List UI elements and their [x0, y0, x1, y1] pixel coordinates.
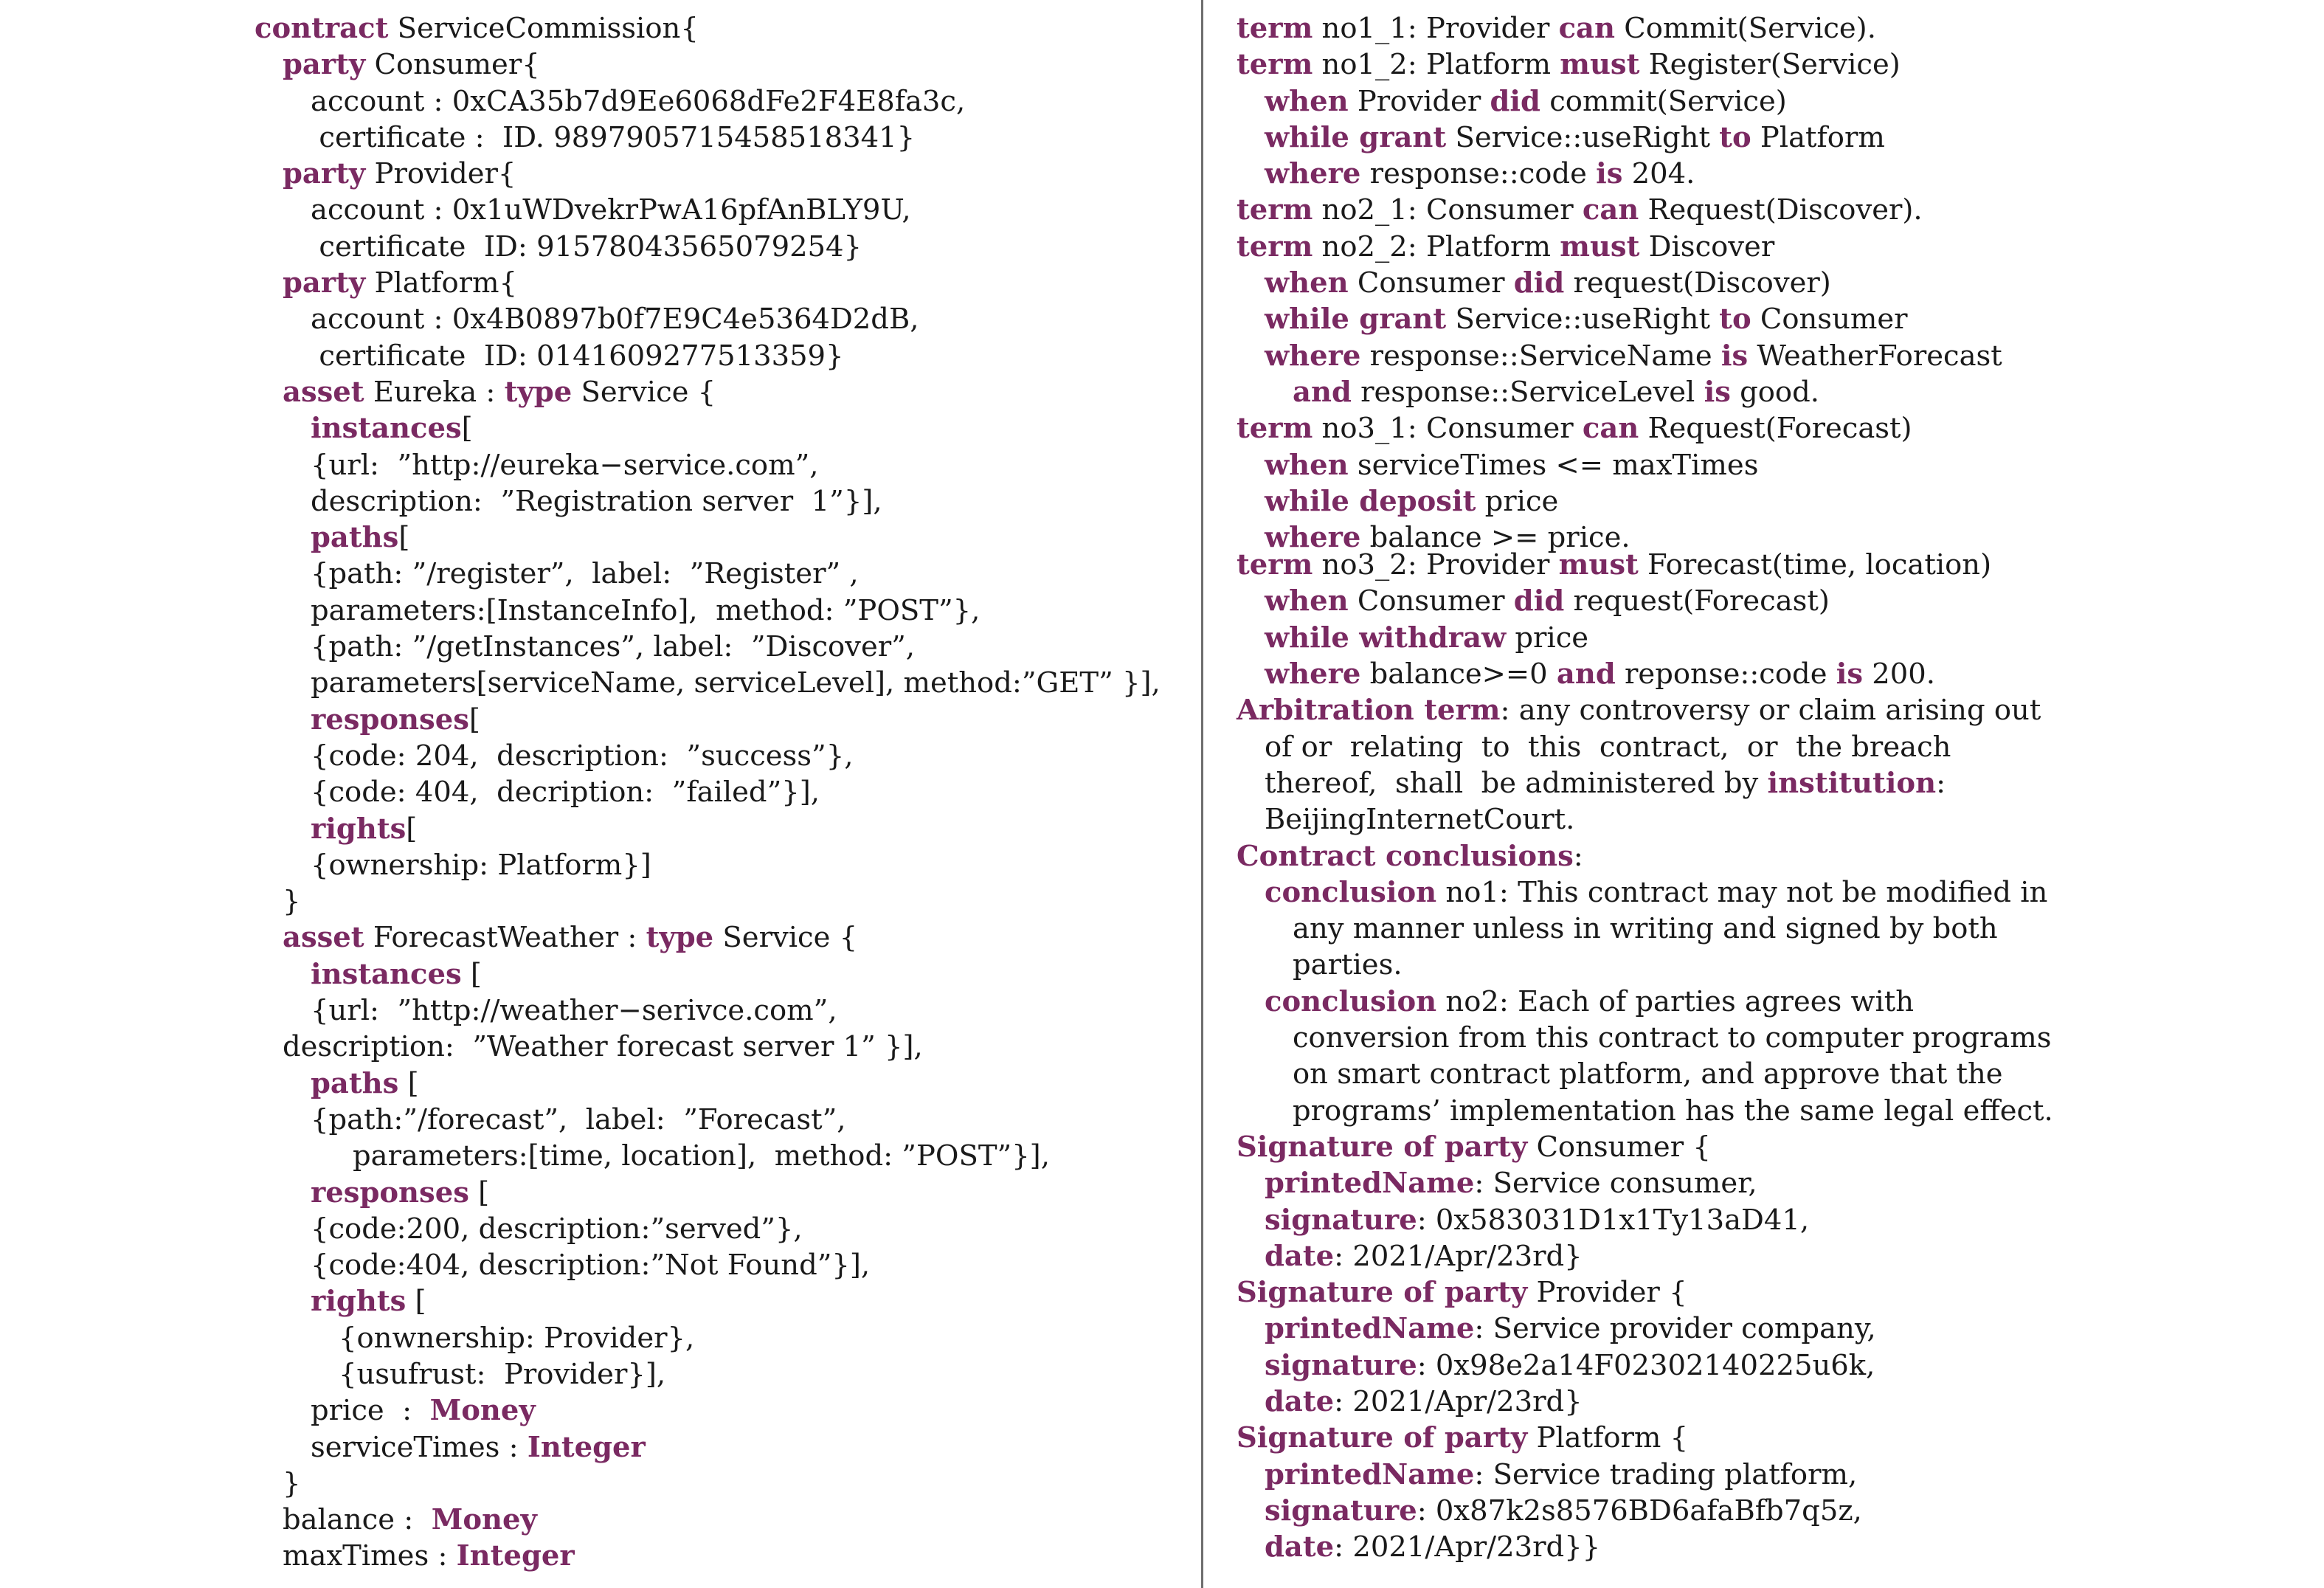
code-text: Consumer{ [365, 48, 540, 82]
code-text: response::ServiceName [1360, 339, 1721, 373]
code-line [1237, 519, 2053, 555]
keyword: while grant [1265, 303, 1447, 336]
code-line [255, 1466, 1161, 1502]
code-text: certificate : ID. 9897905715458518341} [319, 120, 916, 154]
code-text: response::code [1360, 157, 1597, 191]
code-line [1237, 656, 2053, 692]
keyword: can [1582, 193, 1639, 227]
code-text: reponse::code [1615, 657, 1836, 691]
keyword: when [1265, 584, 1349, 618]
code-line [1237, 192, 2053, 228]
code-line [1237, 83, 2053, 120]
keyword: did [1513, 584, 1565, 618]
code-text: response::ServiceLevel [1351, 375, 1704, 409]
code-line [255, 519, 1161, 556]
keyword: is [1720, 339, 1749, 373]
keyword: term [1237, 193, 1313, 227]
code-line [1237, 1056, 2053, 1092]
code-line [1237, 729, 2053, 765]
keyword: date [1265, 1239, 1335, 1273]
code-line [255, 1102, 1161, 1138]
code-line [1237, 1347, 2053, 1384]
code-text: parameters:[InstanceInfo], method: ”POST”}, [311, 593, 981, 627]
code-text: parameters:[time, location], method: ”POST”}], [353, 1139, 1050, 1173]
code-line [255, 1138, 1161, 1174]
code-text: : 2021/Apr/23rd}} [1334, 1530, 1601, 1564]
code-line [255, 1247, 1161, 1283]
code-text: no2: Each of parties agrees with [1436, 984, 1915, 1018]
keyword: signature [1265, 1348, 1417, 1382]
code-line [1237, 265, 2053, 301]
keyword: type [646, 921, 714, 955]
code-text: balance >= price. [1360, 521, 1630, 555]
code-line [255, 1029, 1161, 1065]
code-text: Consumer [1348, 584, 1514, 618]
code-text: Consumer { [1527, 1130, 1711, 1164]
code-text: Provider{ [365, 157, 516, 191]
code-text: : 2021/Apr/23rd} [1334, 1384, 1583, 1418]
code-line [1237, 838, 2053, 874]
code-text: conversion from this contract to computer programs [1293, 1021, 2052, 1055]
keyword: conclusion [1265, 875, 1437, 909]
code-line [1237, 765, 2053, 801]
keyword: term [1237, 412, 1313, 446]
keyword: must [1560, 48, 1640, 82]
keyword: must [1560, 229, 1640, 263]
code-text: Service::useRight [1446, 303, 1720, 336]
code-text: Register(Service) [1639, 48, 1901, 82]
code-text: Eureka : [364, 375, 505, 409]
code-text: ServiceCommission{ [388, 12, 699, 45]
keyword: and [1556, 657, 1616, 691]
code-text: {code: 404, decription: ”failed”}], [311, 776, 820, 809]
code-line [1237, 156, 2053, 192]
keyword: Money [429, 1394, 536, 1428]
code-line [1237, 911, 2053, 947]
code-text: {code: 204, description: ”success”}, [311, 739, 854, 773]
code-line [255, 702, 1161, 738]
code-text: no3_1: Consumer [1313, 412, 1583, 446]
code-text: : 2021/Apr/23rd} [1334, 1239, 1583, 1273]
code-text: on smart contract platform, and approve that the [1293, 1057, 2003, 1091]
code-text: : [1936, 766, 1946, 800]
code-text: description: ”Registration server 1”}], [311, 484, 882, 518]
code-text: programs’ implementation has the same legal effect. [1293, 1094, 2053, 1128]
code-text: [ [461, 957, 482, 991]
code-text: serviceTimes : [311, 1430, 528, 1464]
code-line [255, 883, 1161, 919]
keyword: date [1265, 1530, 1335, 1564]
code-text: : Service trading platform, [1474, 1457, 1858, 1491]
code-line [255, 1320, 1161, 1356]
code-text: {path:”/forecast”, label: ”Forecast”, [311, 1102, 846, 1136]
code-text: [ [468, 1176, 490, 1209]
code-line [255, 1502, 1161, 1538]
code-line [1237, 583, 2053, 619]
code-text: ForecastWeather : [364, 921, 646, 955]
keyword: printedName [1265, 1457, 1475, 1491]
keyword: when [1265, 448, 1349, 482]
keyword: can [1558, 12, 1615, 45]
keyword: type [504, 375, 573, 409]
keyword: party [283, 266, 366, 300]
keyword: rights [311, 812, 407, 846]
code-text: request(Discover) [1564, 266, 1831, 300]
code-text: Consumer [1348, 266, 1514, 300]
keyword: term [1237, 229, 1313, 263]
code-line [1237, 1384, 2053, 1420]
code-text: [ [406, 812, 418, 846]
keyword: Signature of party [1237, 1276, 1528, 1310]
code-line [255, 992, 1161, 1029]
code-text: balance : [283, 1503, 432, 1537]
code-line [255, 811, 1161, 847]
code-text: Platform { [1527, 1421, 1689, 1455]
code-text: Request(Discover). [1639, 193, 1923, 227]
keyword: Arbitration term [1237, 694, 1501, 728]
code-text: Forecast(time, location) [1638, 548, 1992, 582]
code-text: } [283, 1466, 301, 1500]
code-line [1237, 1202, 2053, 1238]
code-line [1237, 692, 2053, 728]
code-line [1237, 1311, 2053, 1347]
code-text: {usufrust: Provider}], [339, 1357, 666, 1391]
code-text: balance>=0 [1360, 657, 1557, 691]
keyword: printedName [1265, 1167, 1475, 1201]
code-text: {code:404, description:”Not Found”}], [311, 1249, 871, 1283]
keyword: Integer [456, 1539, 575, 1573]
code-line [255, 665, 1161, 701]
code-text: BeijingInternetCourt. [1265, 803, 1575, 837]
code-text: : any controversy or claim arising out [1500, 694, 2041, 728]
code-text: no2_2: Platform [1313, 229, 1560, 263]
code-line [255, 919, 1161, 956]
keyword: party [283, 157, 366, 191]
code-text: WeatherForecast [1748, 339, 2002, 373]
code-line [255, 629, 1161, 665]
code-line [255, 374, 1161, 410]
code-text: Platform [1751, 120, 1885, 154]
keyword: paths [311, 1066, 399, 1100]
keyword: responses [311, 1176, 469, 1209]
keyword: while deposit [1265, 484, 1476, 518]
keyword: signature [1265, 1203, 1417, 1237]
code-line [255, 1538, 1161, 1574]
code-line [1237, 374, 2053, 410]
keyword: paths [311, 521, 399, 555]
code-text: [ [461, 412, 473, 446]
keyword: signature [1265, 1494, 1417, 1527]
keyword: Contract conclusions [1237, 839, 1574, 873]
keyword: Integer [527, 1430, 646, 1464]
keyword: instances [311, 957, 462, 991]
keyword: where [1265, 339, 1361, 373]
keyword: date [1265, 1384, 1335, 1418]
code-text: no1: This contract may not be modified in [1436, 875, 2048, 909]
code-line [1237, 1274, 2053, 1311]
code-line [1237, 410, 2053, 446]
code-text: maxTimes : [283, 1539, 457, 1573]
code-text: Platform{ [365, 266, 518, 300]
code-line [255, 593, 1161, 629]
code-text: : 0x87k2s8576BD6afaBfb7q5z, [1417, 1494, 1862, 1527]
code-text: serviceTimes <= maxTimes [1348, 448, 1759, 482]
keyword: instances [311, 412, 462, 446]
code-line [1237, 338, 2053, 374]
code-text: {path: ”/register”, label: ”Register” , [311, 557, 859, 591]
code-line [255, 1175, 1161, 1211]
code-text: : [1573, 839, 1583, 873]
code-line [1237, 301, 2053, 337]
contract-definition-column [255, 10, 1161, 1575]
code-line [255, 120, 1161, 156]
code-line [1237, 1457, 2053, 1493]
code-text: } [283, 885, 301, 919]
code-line [1237, 947, 2053, 983]
keyword: is [1704, 375, 1731, 409]
code-line [1237, 46, 2053, 83]
code-line [255, 847, 1161, 883]
keyword: printedName [1265, 1312, 1475, 1346]
code-line [1237, 1529, 2053, 1565]
keyword: Signature of party [1237, 1421, 1528, 1455]
code-text: good. [1730, 375, 1819, 409]
code-line [1237, 120, 2053, 156]
code-line [1237, 10, 2053, 46]
code-line [255, 1283, 1161, 1319]
keyword: while withdraw [1265, 621, 1507, 655]
keyword: Money [431, 1503, 537, 1537]
code-text: no2_1: Consumer [1313, 193, 1583, 227]
code-line [255, 1356, 1161, 1392]
code-text: price : [311, 1394, 430, 1428]
code-line [1237, 447, 2053, 483]
code-text: : 0x583031D1x1Ty13aD41, [1417, 1203, 1810, 1237]
code-line [1237, 1020, 2053, 1056]
code-text: {onwnership: Provider}, [339, 1321, 695, 1355]
keyword: rights [311, 1285, 407, 1319]
code-line [1237, 1420, 2053, 1456]
code-text: {ownership: Platform}] [311, 848, 651, 882]
code-line [1237, 1165, 2053, 1201]
code-line [1237, 547, 2053, 583]
code-line [255, 410, 1161, 446]
code-text: 204. [1622, 157, 1695, 191]
code-text: account : 0x1uWDvekrPwA16pfAnBLY9U, [311, 193, 911, 227]
code-text: {path: ”/getInstances”, label: ”Discover”, [311, 630, 916, 664]
code-line [255, 1211, 1161, 1247]
code-text: : Service provider company, [1474, 1312, 1876, 1346]
keyword: did [1490, 84, 1540, 118]
code-line [255, 301, 1161, 337]
code-text: certificate ID: 0141609277513359} [319, 339, 844, 373]
code-line [255, 156, 1161, 192]
keyword: contract [255, 12, 389, 45]
code-line [255, 483, 1161, 519]
code-line [255, 1429, 1161, 1466]
keyword: must [1558, 548, 1639, 582]
code-text: : 0x98e2a14F02302140225u6k, [1417, 1348, 1875, 1382]
code-text: no3_2: Provider [1313, 548, 1559, 582]
code-text: 200. [1863, 657, 1936, 691]
keyword: institution [1767, 766, 1937, 800]
code-text: Request(Forecast) [1639, 412, 1912, 446]
keyword: term [1237, 48, 1313, 82]
code-text: of or relating to this contract, or the breach [1265, 730, 1951, 764]
code-text: no1_2: Platform [1313, 48, 1560, 82]
code-line [255, 10, 1161, 46]
keyword: conclusion [1265, 984, 1437, 1018]
code-text: : Service consumer, [1474, 1167, 1757, 1201]
code-text: description: ”Weather forecast server 1” }], [283, 1030, 923, 1064]
code-line [255, 338, 1161, 374]
code-text: Commit(Service). [1615, 12, 1876, 45]
code-text: [ [398, 521, 410, 555]
code-text: account : 0xCA35b7d9Ee6068dFe2F4E8fa3c, [311, 84, 966, 118]
code-line [255, 1066, 1161, 1102]
code-line [1237, 984, 2053, 1020]
code-text: price [1476, 484, 1559, 518]
code-text: Service { [713, 921, 858, 955]
keyword: when [1265, 84, 1349, 118]
code-line [1237, 620, 2053, 656]
code-text: Service::useRight [1446, 120, 1720, 154]
code-text: Provider { [1527, 1276, 1687, 1310]
code-text: [ [468, 702, 480, 736]
code-text: {code:200, description:”served”}, [311, 1212, 803, 1246]
code-text: {url: ”http://eureka−service.com”, [311, 448, 819, 482]
code-text: thereof, shall be administered by [1265, 766, 1768, 800]
code-line [1237, 1129, 2053, 1165]
code-text: no1_1: Provider [1313, 12, 1559, 45]
code-line [255, 46, 1161, 83]
code-line [1237, 801, 2053, 838]
column-divider [1201, 0, 1203, 1588]
keyword: can [1582, 412, 1639, 446]
code-line [255, 447, 1161, 483]
keyword: party [283, 48, 366, 82]
keyword: is [1836, 657, 1864, 691]
code-text: price [1506, 621, 1589, 655]
code-line [255, 83, 1161, 120]
keyword: while grant [1265, 120, 1447, 154]
contract-terms-column [1237, 10, 2053, 1565]
keyword: to [1719, 120, 1751, 154]
keyword: term [1237, 548, 1313, 582]
code-text: {url: ”http://weather−serivce.com”, [311, 994, 837, 1028]
code-line [1237, 1093, 2053, 1129]
code-line [255, 774, 1161, 810]
code-text: commit(Service) [1540, 84, 1787, 118]
keyword: when [1265, 266, 1349, 300]
code-text: Discover [1639, 229, 1775, 263]
code-line [255, 956, 1161, 992]
keyword: where [1265, 157, 1361, 191]
keyword: asset [283, 375, 364, 409]
keyword: where [1265, 657, 1361, 691]
code-line [255, 738, 1161, 774]
code-line [1237, 1493, 2053, 1529]
keyword: where [1265, 521, 1361, 555]
code-text: request(Forecast) [1564, 584, 1830, 618]
code-line [255, 229, 1161, 265]
code-text: Service { [572, 375, 716, 409]
code-text: parties. [1293, 948, 1403, 982]
keyword: did [1513, 266, 1565, 300]
keyword: and [1293, 375, 1352, 409]
code-text: Provider [1348, 84, 1490, 118]
code-text: parameters[serviceName, serviceLevel], method:”GET” }], [311, 666, 1161, 700]
code-text: certificate ID: 91578043565079254} [319, 229, 862, 263]
code-line [255, 192, 1161, 228]
code-text: [ [398, 1066, 419, 1100]
code-text: Consumer [1751, 303, 1908, 336]
keyword: term [1237, 12, 1313, 45]
code-line [1237, 483, 2053, 519]
code-line [1237, 1238, 2053, 1274]
code-line [1237, 229, 2053, 265]
code-line [1237, 874, 2053, 911]
code-text: account : 0x4B0897b0f7E9C4e5364D2dB, [311, 303, 919, 336]
keyword: Signature of party [1237, 1130, 1528, 1164]
code-text: [ [406, 1285, 426, 1319]
keyword: asset [283, 921, 364, 955]
keyword: is [1596, 157, 1623, 191]
code-line [255, 265, 1161, 301]
code-line [255, 556, 1161, 592]
code-text: any manner unless in writing and signed by both [1293, 912, 1998, 946]
keyword: responses [311, 702, 469, 736]
code-line [255, 1392, 1161, 1429]
keyword: to [1719, 303, 1751, 336]
